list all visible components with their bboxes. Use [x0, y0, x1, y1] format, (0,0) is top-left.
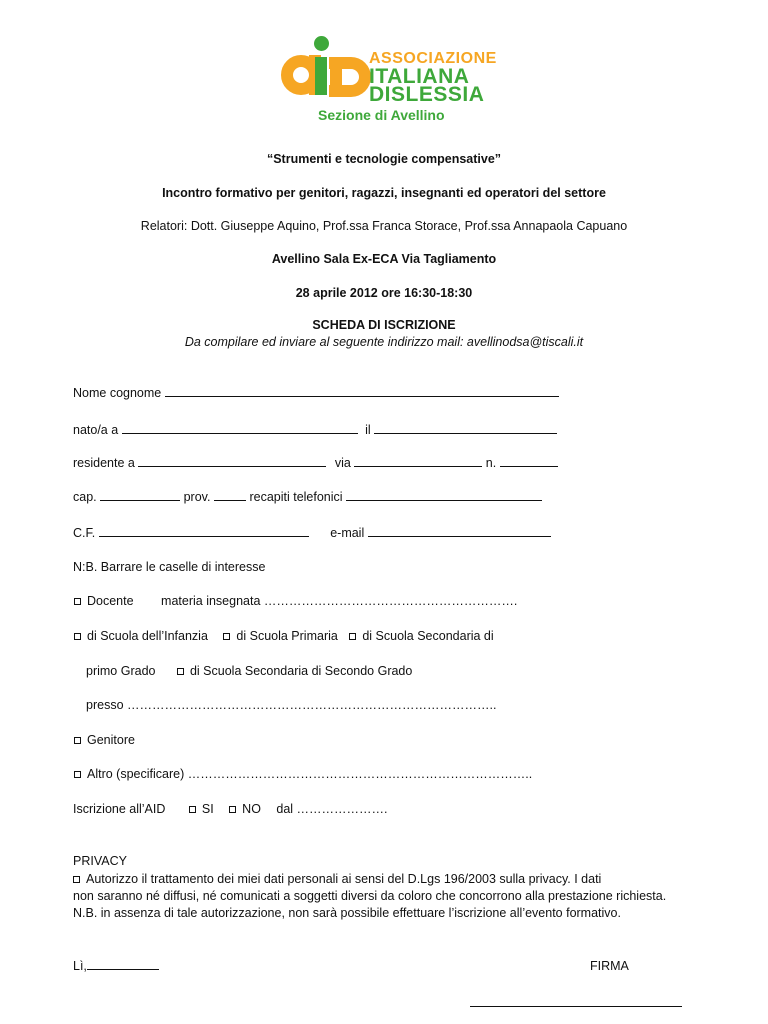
aid-row [73, 802, 388, 816]
prov-label: prov. [183, 490, 211, 504]
number-label: n. [485, 456, 497, 470]
logo-letter-d-bowl [329, 57, 371, 97]
logo-word-italiana: ITALIANA [369, 65, 470, 88]
cap-label: cap. [73, 490, 97, 504]
logo-letter-i-stem [315, 57, 327, 95]
privacy-consent-row [73, 872, 697, 886]
primaria-checkbox[interactable] [223, 633, 230, 640]
name-label: Nome cognome [73, 386, 162, 400]
school-row-2 [86, 664, 412, 678]
residence-row [73, 456, 558, 470]
event-datetime: 28 aprile 2012 ore 16:30-18:30 [295, 286, 473, 300]
aid-dal-field[interactable]: dal …………………. [276, 802, 388, 816]
teacher-checkbox[interactable] [74, 598, 81, 605]
presso-field[interactable]: presso …………………………………………………………………………….. [86, 698, 497, 712]
subject-field[interactable]: materia insegnata ……………………………………………………. [161, 594, 518, 608]
birthplace-field[interactable] [122, 433, 358, 434]
event-title: “Strumenti e tecnologie compensative” [266, 152, 502, 166]
infanzia-label: di Scuola dell’Infanzia [87, 629, 208, 643]
born-label: nato/a a [73, 423, 119, 437]
event-subtitle: Incontro formativo per genitori, ragazzi, insegnanti ed operatori del settore [162, 186, 606, 200]
email-field[interactable] [368, 536, 551, 537]
other-row [74, 767, 532, 781]
phone-label: recapiti telefonici [249, 490, 343, 504]
aid-label: Iscrizione all’AID [73, 802, 166, 816]
born-on-label: il [365, 423, 371, 437]
secondo-grado-checkbox[interactable] [177, 668, 184, 675]
cf-label: C.F. [73, 526, 96, 540]
privacy-title: PRIVACY [73, 854, 127, 868]
other-checkbox[interactable] [74, 771, 81, 778]
name-field[interactable] [165, 396, 559, 397]
privacy-line-2: non saranno né diffusi, né comunicati a soggetti diversi da coloro che concorrono alla prestazione richiesta. [73, 889, 667, 903]
infanzia-checkbox[interactable] [74, 633, 81, 640]
aid-si-label: SI [201, 802, 214, 816]
aid-logo [281, 35, 497, 127]
phone-field[interactable] [346, 500, 542, 501]
parent-row [74, 733, 135, 747]
primo-grado-label: primo Grado [86, 664, 156, 678]
logo-word-dislessia: DISLESSIA [369, 83, 485, 106]
other-label[interactable]: Altro (specificare) ……………………………………………………………………….. [87, 767, 533, 781]
secondaria-checkbox[interactable] [349, 633, 356, 640]
logo-word-associazione: ASSOCIAZIONE [369, 50, 497, 67]
prov-field[interactable] [214, 500, 246, 501]
cap-field[interactable] [100, 500, 180, 501]
street-field[interactable] [354, 466, 482, 467]
note-text: N:B. Barrare le caselle di interesse [73, 560, 266, 574]
logo-section-name: Sezione di Avellino [318, 107, 445, 123]
signature-field[interactable] [470, 1006, 682, 1007]
name-row [73, 386, 559, 400]
number-field[interactable] [500, 466, 558, 467]
event-speakers: Relatori: Dott. Giuseppe Aquino, Prof.ssa Franca Storace, Prof.ssa Annapaola Capuano [140, 219, 628, 233]
privacy-line-1: Autorizzo il trattamento dei miei dati personali ai sensi del D.Lgs 196/2003 sulla privacy. I dati [86, 872, 602, 886]
logo-letter-i-dot [314, 36, 329, 51]
place-row [73, 959, 159, 973]
parent-label: Genitore [87, 733, 135, 747]
teacher-label: Docente [87, 594, 134, 608]
residence-label: residente a [73, 456, 135, 470]
school-row-1 [74, 629, 494, 643]
privacy-checkbox[interactable] [73, 876, 80, 883]
cf-field[interactable] [99, 536, 309, 537]
aid-no-label: NO [242, 802, 261, 816]
residence-field[interactable] [138, 466, 326, 467]
cf-row [73, 526, 551, 540]
signature-label: FIRMA [590, 959, 629, 973]
primaria-label: di Scuola Primaria [236, 629, 338, 643]
birthdate-field[interactable] [374, 433, 557, 434]
email-label: e-mail [330, 526, 365, 540]
event-venue: Avellino Sala Ex-ECA Via Tagliamento [271, 252, 497, 266]
birth-row [73, 423, 557, 437]
form-instruction: Da compilare ed inviare al seguente indirizzo mail: avellinodsa@tiscali.it [184, 335, 584, 349]
form-title: SCHEDA DI ISCRIZIONE [312, 318, 456, 332]
aid-si-checkbox[interactable] [189, 806, 196, 813]
place-date-field[interactable] [87, 969, 159, 970]
teacher-row [74, 594, 517, 608]
place-label: Lì, [73, 959, 87, 973]
contact-row [73, 490, 542, 504]
street-label: via [334, 456, 351, 470]
aid-no-checkbox[interactable] [229, 806, 236, 813]
parent-checkbox[interactable] [74, 737, 81, 744]
secondaria-label: di Scuola Secondaria di [362, 629, 494, 643]
privacy-line-3: N.B. in assenza di tale autorizzazione, non sarà possibile effettuare l’iscrizione all’evento formativo. [73, 906, 621, 920]
secondo-grado-label: di Scuola Secondaria di Secondo Grado [189, 664, 413, 678]
